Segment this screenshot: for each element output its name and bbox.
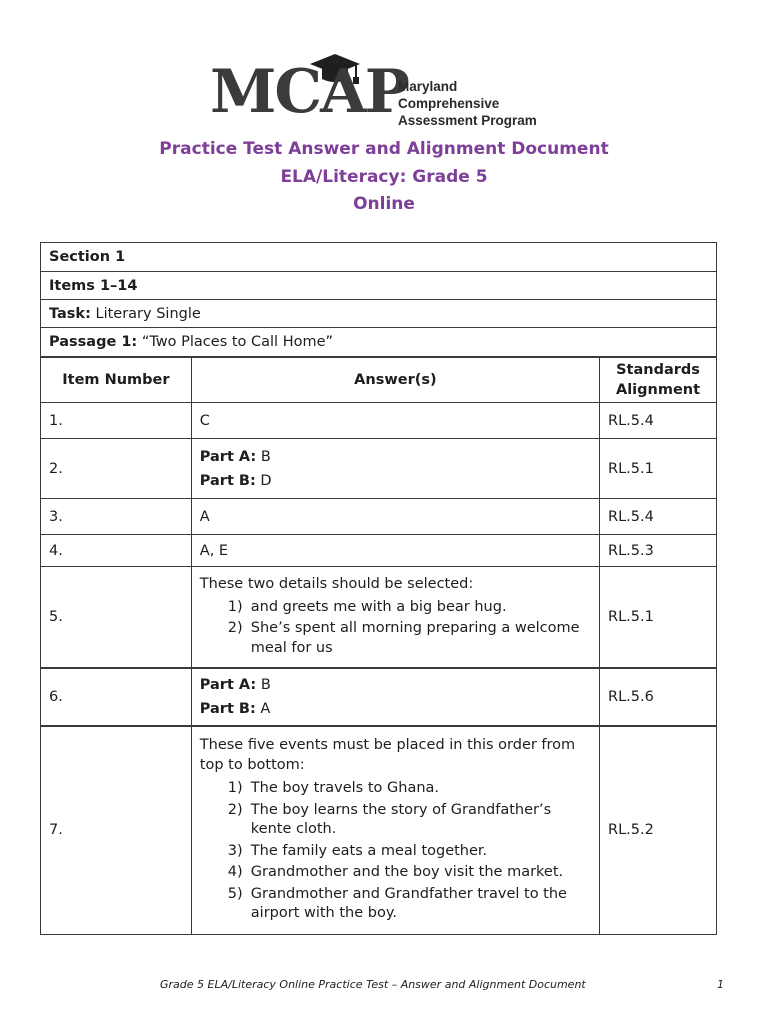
ordered-list xyxy=(200,598,591,659)
item-number: 3. xyxy=(41,499,192,535)
answer: C xyxy=(191,403,599,439)
items-cell: Items 1–14 xyxy=(41,272,717,300)
logo-subtitle: Maryland Comprehensive Assessment Program xyxy=(398,79,537,128)
footer-text: Grade 5 ELA/Literacy Online Practice Test – Answer and Alignment Document xyxy=(160,978,586,991)
answer: A, E xyxy=(191,535,599,567)
table-row xyxy=(41,567,717,668)
list-item: 2) She’s spent all morning preparing a welcome meal for us xyxy=(227,620,580,656)
table-row xyxy=(41,535,717,567)
list-item: 4) Grandmother and the boy visit the market. xyxy=(227,864,564,880)
standard: RL.5.4 xyxy=(600,499,717,535)
table-row xyxy=(41,668,717,726)
answer-alignment-table xyxy=(40,242,717,935)
answer: These two details should be selected: 1) and greets me with a big bear hug. 2) She’s spent all morning preparing a welcome meal for us xyxy=(191,567,599,668)
standard: RL.5.2 xyxy=(600,726,717,935)
page-number: 1 xyxy=(717,978,724,991)
standard: RL.5.6 xyxy=(600,668,717,726)
list-item: 1) and greets me with a big bear hug. xyxy=(227,598,507,615)
items-row xyxy=(41,272,717,300)
answer: Part A: B Part B: D xyxy=(191,439,599,499)
title-line-3: Online xyxy=(353,194,415,214)
title-line-2: ELA/Literacy: Grade 5 xyxy=(280,166,488,187)
list-item: 1) The boy travels to Ghana. xyxy=(227,780,440,796)
item-number: 2. xyxy=(41,439,192,499)
header-item-number: Item Number xyxy=(41,357,192,403)
task-row xyxy=(41,300,717,328)
passage-row xyxy=(41,328,717,357)
ordered-list xyxy=(200,779,591,924)
list-item: 5) Grandmother and Grandfather travel to the airport with the boy. xyxy=(227,885,567,921)
logo-wordmark: MCAP xyxy=(210,57,408,127)
header-answers: Answer(s) xyxy=(191,357,599,403)
item-number: 4. xyxy=(41,535,192,567)
list-item: 3) The family eats a meal together. xyxy=(227,842,488,859)
task-cell: Task: Literary Single xyxy=(41,300,717,328)
standard: RL.5.4 xyxy=(600,403,717,439)
answer: These five events must be placed in this order from top to bottom: 1) The boy travels to Ghana. 2) The boy learns the story of Grandfather’s kente cloth. 3) The family eats a meal together. 4) Grandmother and the boy visit the market. 5) Grandmother and Grandfather travel to the airport with the boy. xyxy=(191,726,599,935)
table-row xyxy=(41,439,717,499)
header-row xyxy=(41,357,717,403)
item-number: 6. xyxy=(41,668,192,726)
item-number: 7. xyxy=(41,726,192,935)
section-cell: Section 1 xyxy=(41,243,717,272)
item-number: 5. xyxy=(41,567,192,668)
title-line-1: Practice Test Answer and Alignment Document xyxy=(159,139,609,159)
standard: RL.5.1 xyxy=(600,439,717,499)
mcap-logo xyxy=(206,48,561,128)
answer: A xyxy=(191,499,599,535)
document-title xyxy=(0,136,768,219)
passage-cell: Passage 1: “Two Places to Call Home” xyxy=(41,328,717,357)
list-item: 2) The boy learns the story of Grandfather’s kente cloth. xyxy=(227,801,552,837)
item-number: 1. xyxy=(41,403,192,439)
table-row xyxy=(41,499,717,535)
table-row xyxy=(41,403,717,439)
answer: Part A: B Part B: A xyxy=(191,668,599,726)
standard: RL.5.1 xyxy=(600,567,717,668)
table-row xyxy=(41,726,717,935)
header-standards: Standards Alignment xyxy=(600,357,717,403)
section-row xyxy=(41,243,717,272)
standard: RL.5.3 xyxy=(600,535,717,567)
